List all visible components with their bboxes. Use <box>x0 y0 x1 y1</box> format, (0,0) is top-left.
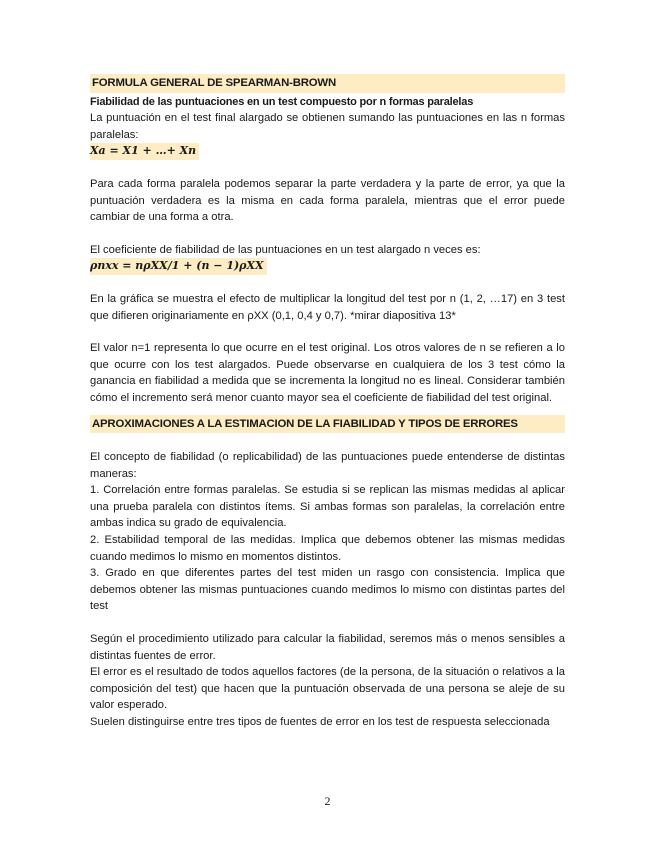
paragraph: El coeficiente de fiabilidad de las puntuaciones en un test alargado n veces es: <box>90 243 481 256</box>
paragraph: La puntuación en el test final alargado se obtienen sumando las puntuaciones en las n formas paralelas: <box>90 112 565 141</box>
formula-reliability: ρnxx = nρXX/1 + (n − 1)ρXX <box>90 258 267 275</box>
document-page <box>90 74 565 731</box>
list-item: 2. Estabilidad temporal de las medidas. Implica que debemos obtener las mismas medidas cuando medimos lo mismo en momentos distintos. <box>90 534 565 563</box>
section-subheading: Fiabilidad de las puntuaciones en un test compuesto por n formas paralelas <box>90 95 474 108</box>
paragraph: En la gráfica se muestra el efecto de multiplicar la longitud del test por n (1, 2, …17) en 3 test que difieren originariamente en ρXX (0,1, 0,4 y 0,7). *mirar diapositiva 13* <box>90 292 565 322</box>
paragraph: Para cada forma paralela podemos separar la parte verdadera y la parte de error, ya que la puntuación verdadera es la misma en cada forma paralela, mientras que el error puede cambiar de una forma a otra. <box>90 177 565 224</box>
list-item: 3. Grado en que diferentes partes del test miden un rasgo con consistencia. Implica que debemos obtener las mismas puntuaciones cuando medimos lo mismo con distintas partes del test <box>90 567 565 613</box>
paragraph: Suelen distinguirse entre tres tipos de fuentes de error en los test de respuesta seleccionada <box>90 716 550 728</box>
section-heading-spearman-brown: FORMULA GENERAL DE SPEARMAN-BROWN <box>90 74 565 93</box>
paragraph: El concepto de fiabilidad (o replicabilidad) de las puntuaciones puede entenderse de distintas maneras: <box>90 451 565 480</box>
paragraph: El error es el resultado de todos aquellos factores (de la persona, de la situación o relativos a la composición del test) que hacen que la puntuación observada de una persona se aleje de su valor esperado. <box>90 666 565 712</box>
formula-sum: Xa = X1 + …+ Xn <box>90 143 199 160</box>
page-number: 2 <box>324 794 331 808</box>
paragraph: El valor n=1 representa lo que ocurre en el test original. Los otros valores de n se refieren a lo que ocurre con los test alargados. Puede observarse en cualquiera de los 3 test cómo la ganancia en fiabilidad a medida que se incrementa la longitud no es lineal. Considerar también cómo el incremento será menor cuanto mayor sea el coeficiente de fiabilidad del test original. <box>90 342 565 404</box>
section-heading-approximations: APROXIMACIONES A LA ESTIMACION DE LA FIABILIDAD Y TIPOS DE ERRORES <box>90 415 565 434</box>
paragraph: Según el procedimiento utilizado para calcular la fiabilidad, seremos más o menos sensibles a distintas fuentes de error. <box>90 633 565 662</box>
list-item: 1. Correlación entre formas paralelas. Se estudia si se replican las mismas medidas al aplicar una prueba paralela con distintos ítems. Si ambas formas son paralelas, la correlación entre ambas indica su grado de equivalencia. <box>90 484 565 530</box>
